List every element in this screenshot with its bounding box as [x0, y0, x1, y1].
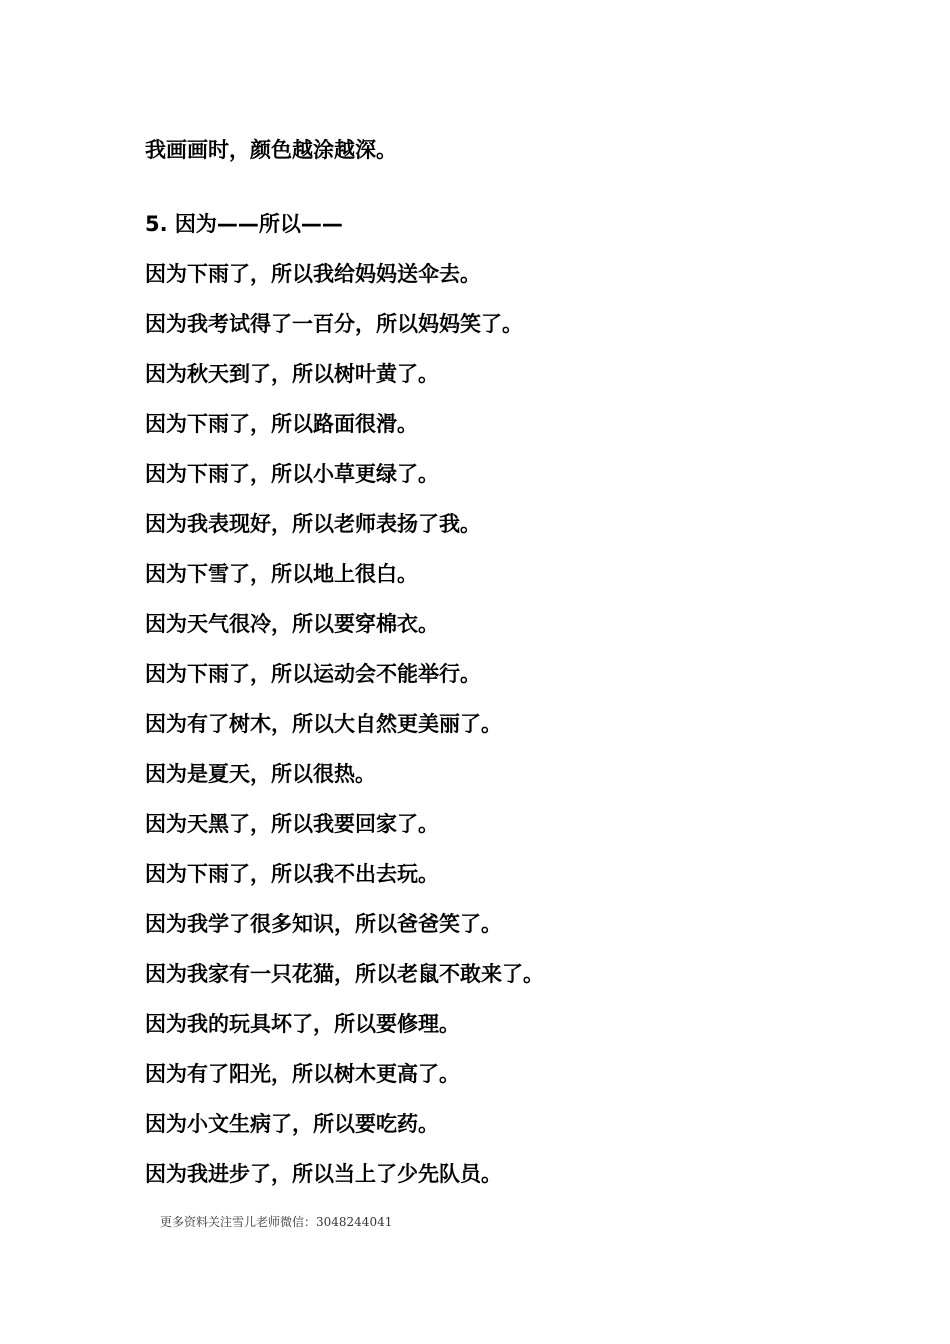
sentence-line: 因为有了树木，所以大自然更美丽了。: [145, 712, 502, 736]
sentence-line: 因为我家有一只花猫，所以老鼠不敢来了。: [145, 962, 544, 986]
sentence-line: 因为有了阳光，所以树木更高了。: [145, 1062, 460, 1086]
sentence-line: 因为下雨了，所以运动会不能举行。: [145, 662, 481, 686]
section-heading: 5. 因为——所以——: [145, 212, 343, 236]
sentence-line: 因为天黑了，所以我要回家了。: [145, 812, 439, 836]
sentence-line: 因为下雨了，所以我给妈妈送伞去。: [145, 262, 481, 286]
sentence-line: 因为我学了很多知识，所以爸爸笑了。: [145, 912, 502, 936]
footer-note: 更多资料关注雪儿老师微信：3048244041: [160, 1215, 393, 1229]
sentence-line: 因为下雨了，所以小草更绿了。: [145, 462, 439, 486]
sentence-line: 因为下雪了，所以地上很白。: [145, 562, 418, 586]
sentence-line: 因为小文生病了，所以要吃药。: [145, 1112, 439, 1136]
sentence-line: 因为是夏天，所以很热。: [145, 762, 376, 786]
sentence-line: 因为我表现好，所以老师表扬了我。: [145, 512, 481, 536]
sentence-line: 因为天气很冷，所以要穿棉衣。: [145, 612, 439, 636]
sentence-line: 因为我的玩具坏了，所以要修理。: [145, 1012, 460, 1036]
sentence-line: 因为秋天到了，所以树叶黄了。: [145, 362, 439, 386]
intro-line: 我画画时，颜色越涂越深。: [145, 138, 397, 162]
sentence-line: 因为我考试得了一百分，所以妈妈笑了。: [145, 312, 523, 336]
sentence-line: 因为我进步了，所以当上了少先队员。: [145, 1162, 502, 1186]
sentence-line: 因为下雨了，所以路面很滑。: [145, 412, 418, 436]
sentence-line: 因为下雨了，所以我不出去玩。: [145, 862, 439, 886]
